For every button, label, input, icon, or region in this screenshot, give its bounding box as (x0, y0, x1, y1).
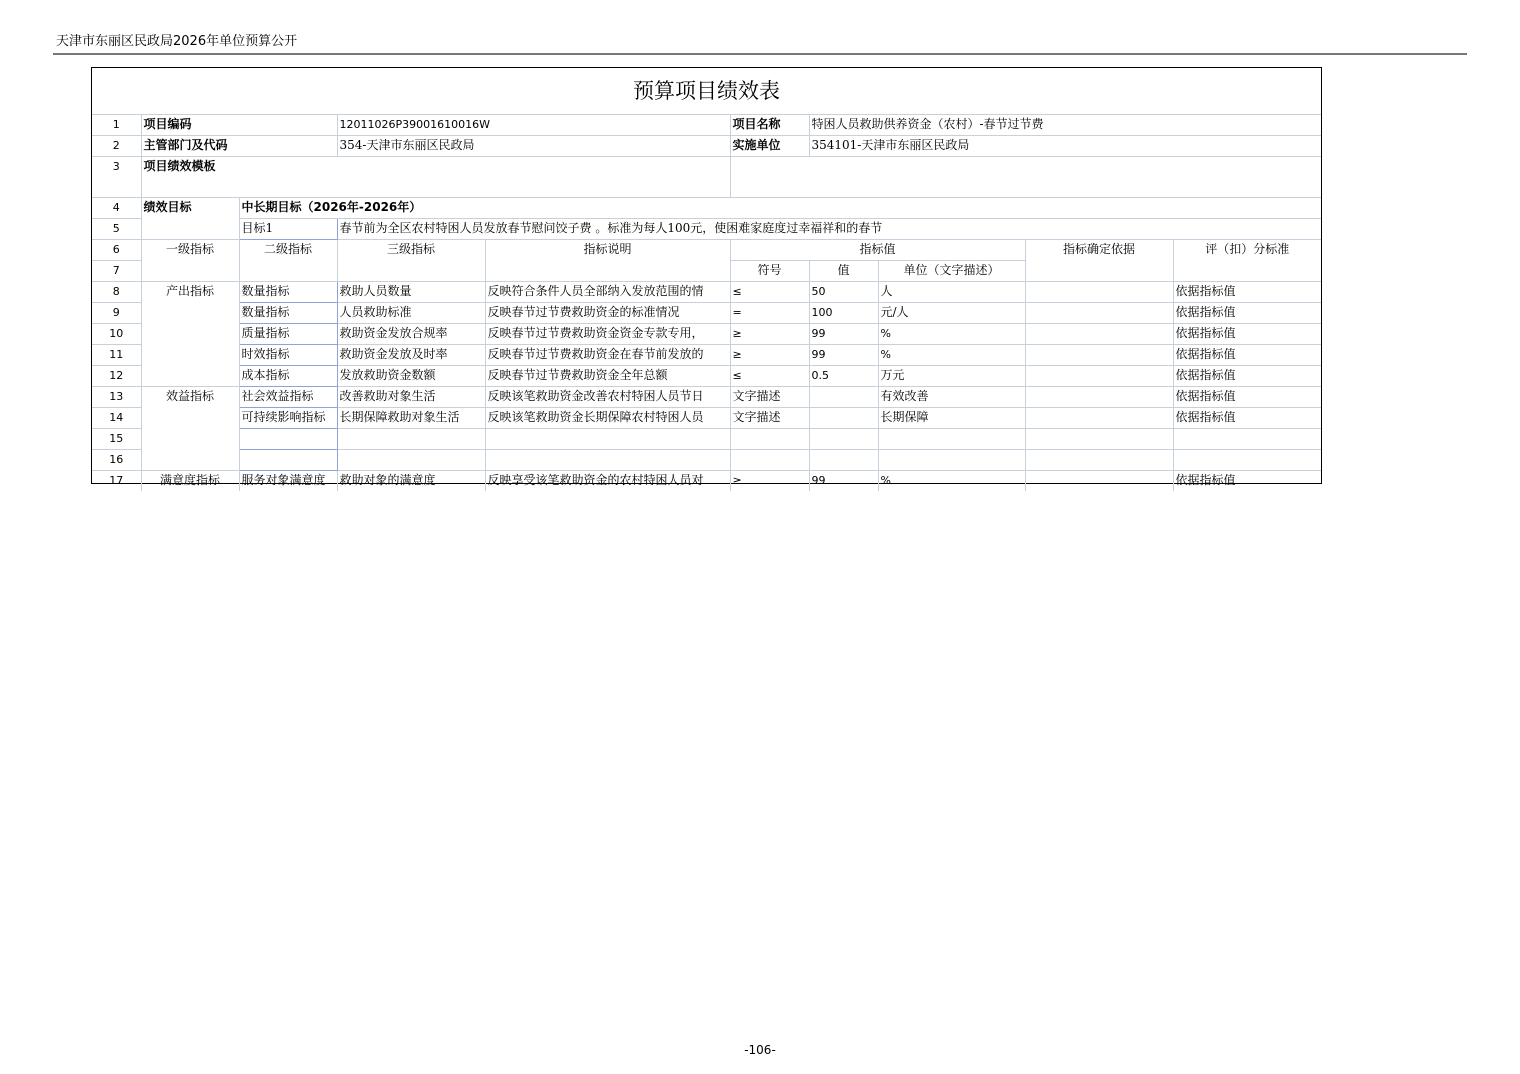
value-cell: 99 (809, 471, 878, 492)
level3-cell: 发放救助资金数额 (337, 366, 485, 387)
row-number: 6 (92, 240, 141, 261)
scoring-cell: 依据指标值 (1173, 366, 1321, 387)
header-value-group: 指标值 (730, 240, 1025, 261)
basis-cell (1025, 303, 1173, 324)
row-number: 14 (92, 408, 141, 429)
level2-cell: 数量指标 (239, 303, 337, 324)
desc-cell: 反映该笔救助资金长期保障农村特困人员 (485, 408, 730, 429)
row-number: 16 (92, 450, 141, 471)
dept-value: 354-天津市东丽区民政局 (337, 136, 730, 157)
desc-cell: 反映该笔救助资金改善农村特困人员节日 (485, 387, 730, 408)
project-name-label: 项目名称 (730, 115, 809, 136)
desc-cell: 反映符合条件人员全部纳入发放范围的情 (485, 282, 730, 303)
desc-cell: 反映春节过节费救助资金在春节前发放的 (485, 345, 730, 366)
value-cell: 99 (809, 345, 878, 366)
unit-cell: % (878, 324, 1025, 345)
scoring-cell (1173, 450, 1321, 471)
table-row (92, 198, 1321, 219)
unit-label: 实施单位 (730, 136, 809, 157)
header-unit: 单位（文字描述） (878, 261, 1025, 282)
row-number: 7 (92, 261, 141, 282)
table-row (92, 324, 1321, 345)
symbol-cell: 文字描述 (730, 387, 809, 408)
symbol-cell: ≥ (730, 324, 809, 345)
table-row (92, 387, 1321, 408)
desc-cell: 反映享受该笔救助资金的农村特困人员对 (485, 471, 730, 492)
basis-cell (1025, 282, 1173, 303)
header-scoring: 评（扣）分标准 (1173, 240, 1321, 282)
level2-cell: 社会效益指标 (239, 387, 337, 408)
unit-cell: 万元 (878, 366, 1025, 387)
row-number: 5 (92, 219, 141, 240)
level2-cell: 可持续影响指标 (239, 408, 337, 429)
table-row (92, 366, 1321, 387)
level3-cell: 长期保障救助对象生活 (337, 408, 485, 429)
row-number: 15 (92, 429, 141, 450)
table-row (92, 408, 1321, 429)
header-level2: 二级指标 (239, 240, 337, 282)
basis-cell (1025, 345, 1173, 366)
table-row (92, 450, 1321, 471)
table-row (92, 136, 1321, 157)
scoring-cell (1173, 429, 1321, 450)
unit-cell: % (878, 345, 1025, 366)
level3-cell: 救助人员数量 (337, 282, 485, 303)
scoring-cell: 依据指标值 (1173, 345, 1321, 366)
header-desc: 指标说明 (485, 240, 730, 282)
symbol-cell: ≤ (730, 282, 809, 303)
unit-cell (878, 450, 1025, 471)
table-row (92, 115, 1321, 136)
level2-cell: 时效指标 (239, 345, 337, 366)
template-value (730, 157, 1321, 198)
level2-cell: 服务对象满意度 (239, 471, 337, 492)
basis-cell (1025, 366, 1173, 387)
performance-table (92, 68, 1321, 491)
level2-cell: 质量指标 (239, 324, 337, 345)
value-cell: 100 (809, 303, 878, 324)
header-rule (53, 53, 1467, 55)
level2-cell (239, 450, 337, 471)
row-number: 9 (92, 303, 141, 324)
desc-cell (485, 429, 730, 450)
level2-cell: 数量指标 (239, 282, 337, 303)
symbol-cell: ≥ (730, 471, 809, 492)
header-level3: 三级指标 (337, 240, 485, 282)
symbol-cell: ≥ (730, 345, 809, 366)
level3-cell: 救助对象的满意度 (337, 471, 485, 492)
level1-cell: 满意度指标 (141, 471, 239, 492)
unit-cell: 人 (878, 282, 1025, 303)
table-row (92, 157, 1321, 198)
unit-cell: 元/人 (878, 303, 1025, 324)
row-number: 11 (92, 345, 141, 366)
row-number: 2 (92, 136, 141, 157)
symbol-cell (730, 450, 809, 471)
table-row (92, 219, 1321, 240)
dept-label: 主管部门及代码 (141, 136, 337, 157)
level2-cell: 成本指标 (239, 366, 337, 387)
row-number: 13 (92, 387, 141, 408)
value-cell (809, 429, 878, 450)
desc-cell (485, 450, 730, 471)
level1-cell: 效益指标 (141, 387, 239, 471)
value-cell (809, 450, 878, 471)
basis-cell (1025, 471, 1173, 492)
symbol-cell: 文字描述 (730, 408, 809, 429)
level3-cell: 人员救助标准 (337, 303, 485, 324)
scoring-cell: 依据指标值 (1173, 471, 1321, 492)
basis-cell (1025, 408, 1173, 429)
value-cell: 0.5 (809, 366, 878, 387)
table-row (92, 471, 1321, 492)
symbol-cell: ≤ (730, 366, 809, 387)
midterm-goal-label: 中长期目标（2026年-2026年） (239, 198, 1321, 219)
row-number: 12 (92, 366, 141, 387)
unit-value: 354101-天津市东丽区民政局 (809, 136, 1321, 157)
symbol-cell (730, 429, 809, 450)
basis-cell (1025, 387, 1173, 408)
basis-cell (1025, 450, 1173, 471)
header-basis: 指标确定依据 (1025, 240, 1173, 282)
row-number: 8 (92, 282, 141, 303)
header-level1: 一级指标 (141, 240, 239, 282)
scoring-cell: 依据指标值 (1173, 324, 1321, 345)
unit-cell (878, 429, 1025, 450)
project-name-value: 特困人员救助供养资金（农村）-春节过节费 (809, 115, 1321, 136)
unit-cell: 长期保障 (878, 408, 1025, 429)
level3-cell: 救助资金发放及时率 (337, 345, 485, 366)
header-symbol: 符号 (730, 261, 809, 282)
target-text: 春节前为全区农村特困人员发放春节慰问饺子费 。标准为每人100元，使困难家庭度过幸福祥和的春节 (337, 219, 1321, 240)
table-row (92, 303, 1321, 324)
level3-cell: 救助资金发放合规率 (337, 324, 485, 345)
table-row (92, 345, 1321, 366)
scoring-cell: 依据指标值 (1173, 408, 1321, 429)
unit-cell: 有效改善 (878, 387, 1025, 408)
level3-cell (337, 429, 485, 450)
project-code-label: 项目编码 (141, 115, 337, 136)
desc-cell: 反映春节过节费救助资金的标准情况 (485, 303, 730, 324)
value-cell (809, 408, 878, 429)
row-number: 4 (92, 198, 141, 219)
symbol-cell: = (730, 303, 809, 324)
performance-table-sheet (91, 67, 1322, 487)
goal-label: 绩效目标 (141, 198, 239, 240)
basis-cell (1025, 324, 1173, 345)
desc-cell: 反映春节过节费救助资金全年总额 (485, 366, 730, 387)
table-row (92, 282, 1321, 303)
value-cell: 99 (809, 324, 878, 345)
row-number: 17 (92, 471, 141, 492)
level3-cell: 改善救助对象生活 (337, 387, 485, 408)
template-label: 项目绩效模板 (141, 157, 730, 198)
basis-cell (1025, 429, 1173, 450)
unit-cell: % (878, 471, 1025, 492)
value-cell: 50 (809, 282, 878, 303)
table-row (92, 429, 1321, 450)
level2-cell (239, 429, 337, 450)
row-number: 1 (92, 115, 141, 136)
value-cell (809, 387, 878, 408)
level3-cell (337, 450, 485, 471)
target-label: 目标1 (239, 219, 337, 240)
desc-cell: 反映春节过节费救助资金资金专款专用， (485, 324, 730, 345)
project-code-value: 12011026P39001610016W (337, 115, 730, 136)
row-number: 3 (92, 157, 141, 198)
table-title: 预算项目绩效表 (92, 68, 1321, 115)
row-number: 10 (92, 324, 141, 345)
scoring-cell: 依据指标值 (1173, 387, 1321, 408)
page-number: -106- (744, 1043, 776, 1057)
table-row (92, 240, 1321, 261)
header-value: 值 (809, 261, 878, 282)
page-header-title: 天津市东丽区民政局2026年单位预算公开 (56, 34, 298, 49)
scoring-cell: 依据指标值 (1173, 282, 1321, 303)
scoring-cell: 依据指标值 (1173, 303, 1321, 324)
level1-cell: 产出指标 (141, 282, 239, 387)
